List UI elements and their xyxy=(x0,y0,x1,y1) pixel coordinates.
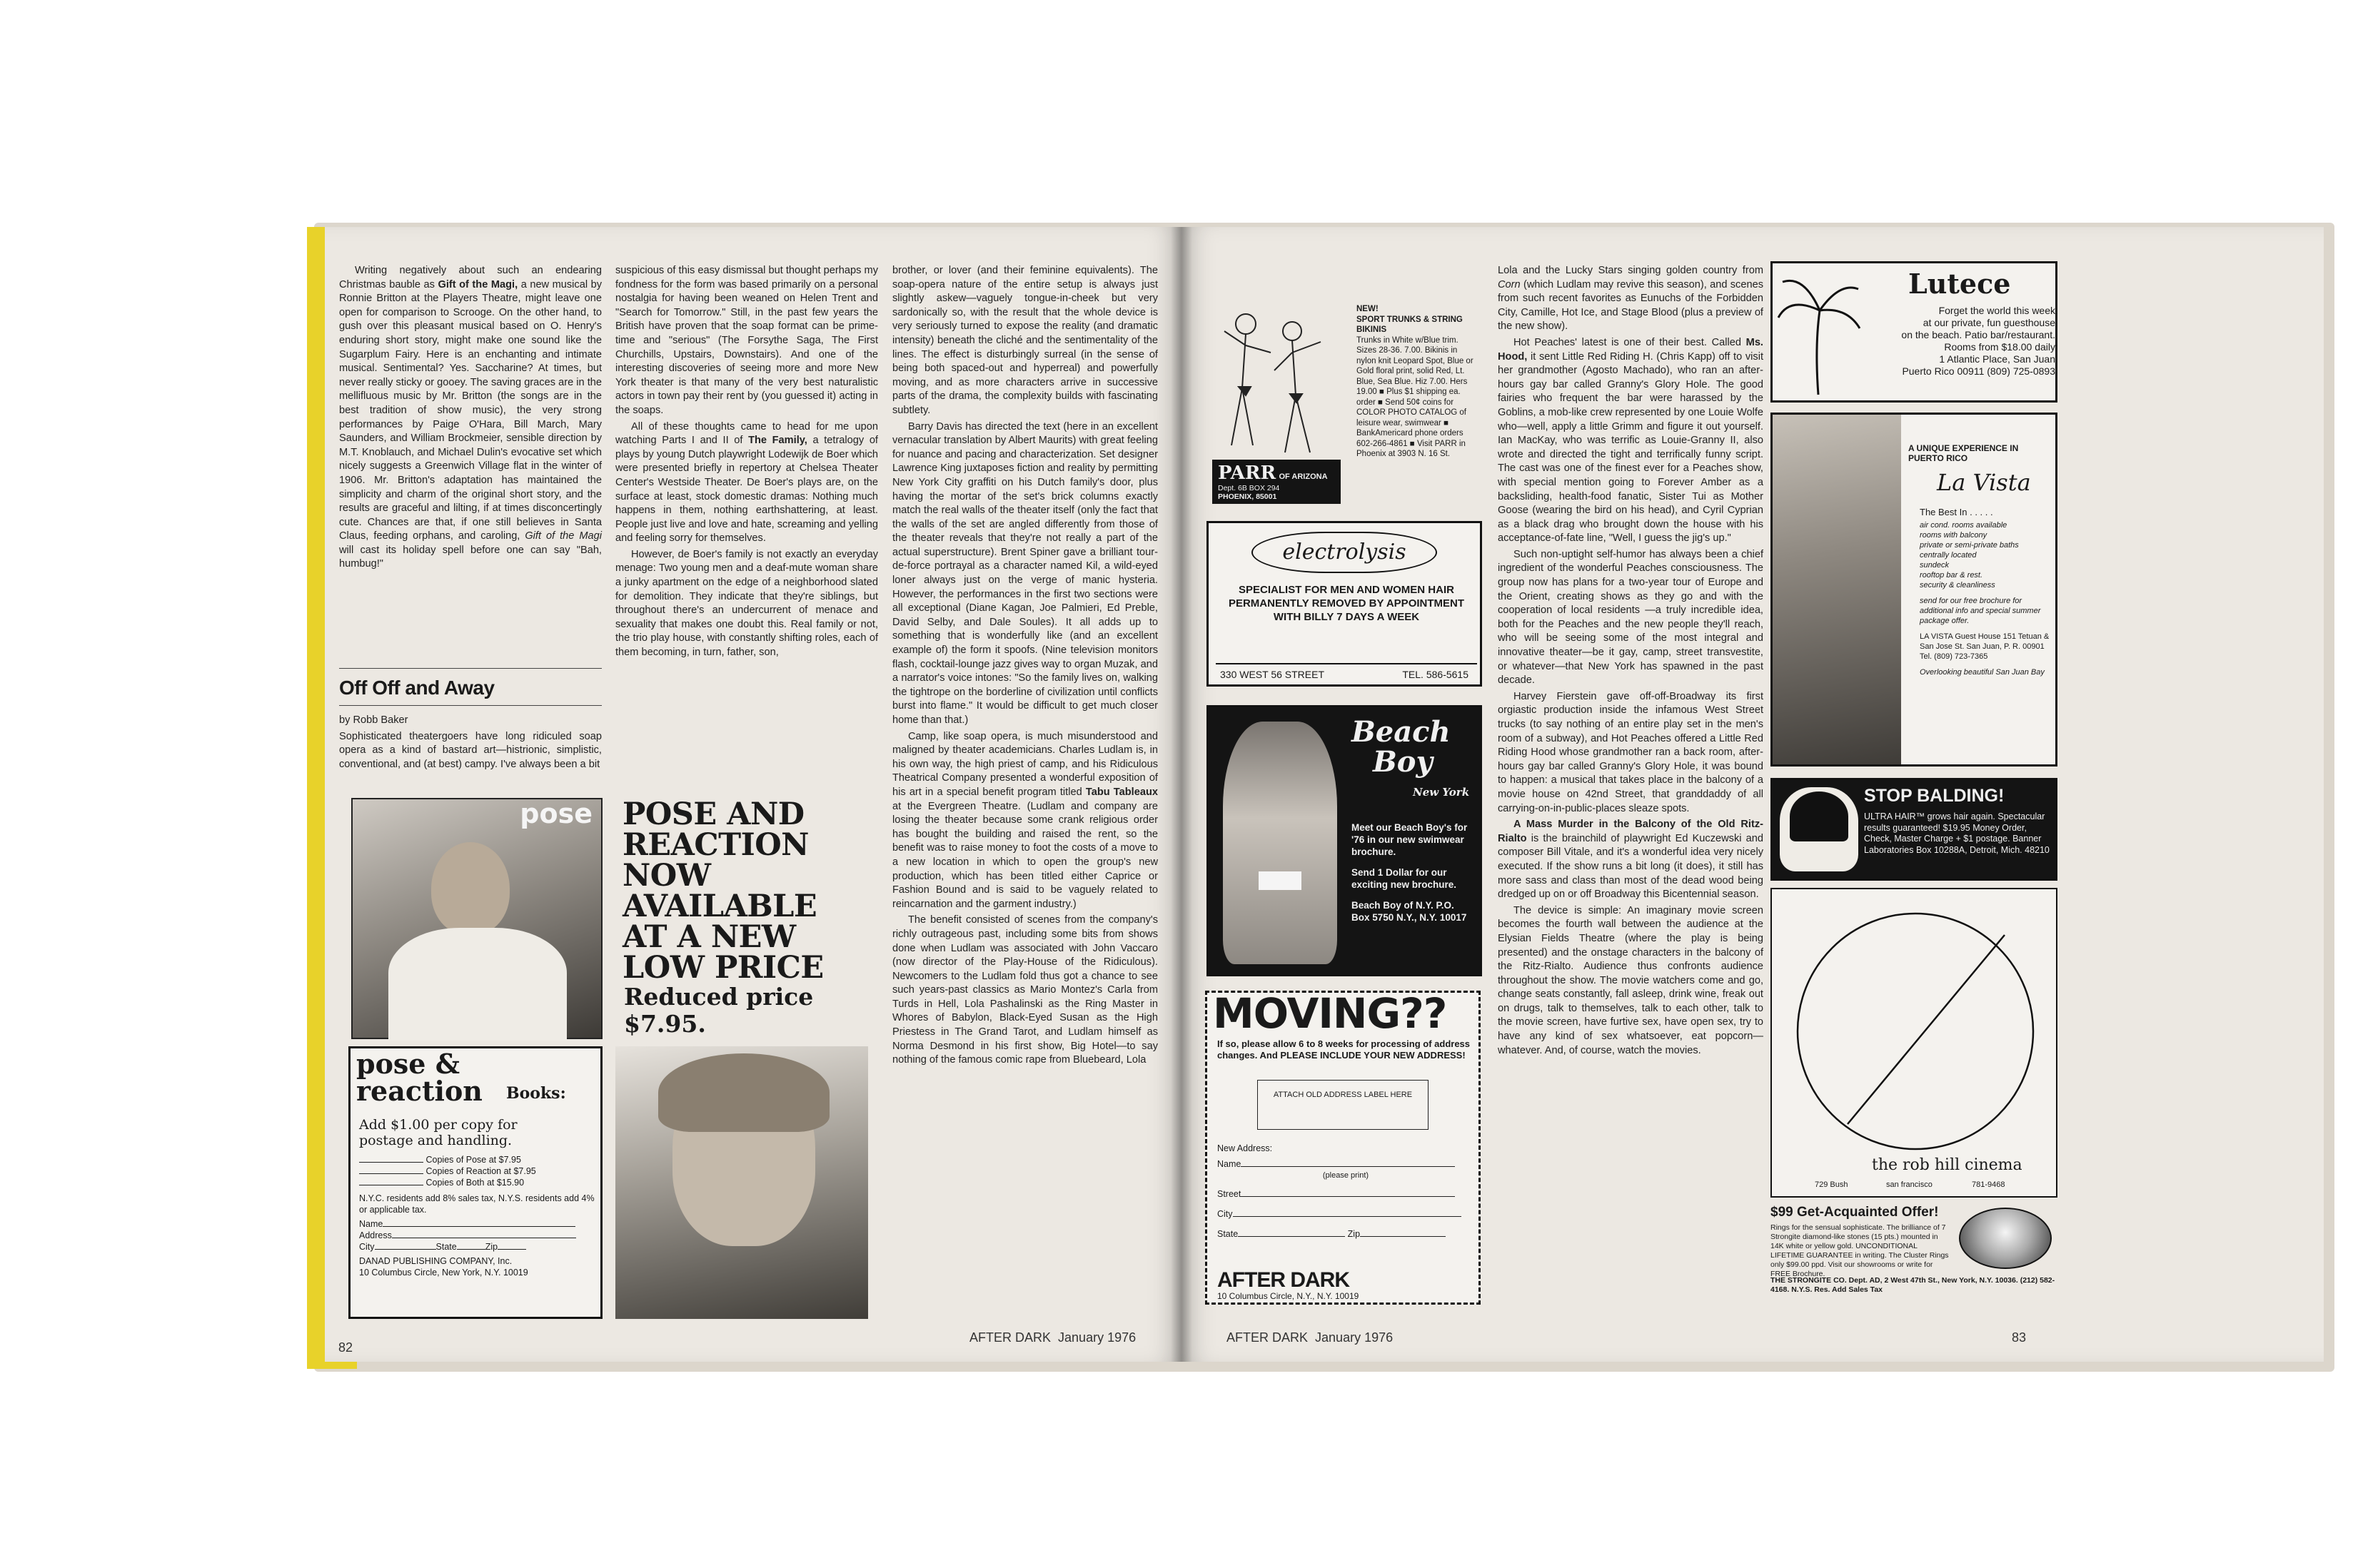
article-column-3 xyxy=(892,264,1158,1070)
paragraph: Hot Peaches' latest is one of their best. Called Ms. Hood, it sent Little Red Riding H. (Chris Kapp) off to visit her grandmother (Agosto Machado), who ran an after-hours gay bar called Granny's Glory Hole. The good fairies who frequent the bar were harassed by the Goblins, a mob-like crew represented by one Louie Wolfe who—well, apply a little Grimm and figure it out yourself. Ian MacKay, who was terrific as Louie-Granny II, also wrote and directed the tight and terrifically funny script. The cast was one of the finest ever for a Peaches show, with special mention going to Forever Amber as a backsliding, health-food fanatic, Sister Tui as Mother Goose (wearing the bird on his head), and Cyril Cyprian as a black drag who brought down the house with his acceptance-of-fate line, "Well, I guess the jig's up." xyxy=(1498,336,1763,545)
divider xyxy=(1216,663,1477,664)
moving-city-field[interactable]: City xyxy=(1217,1208,1474,1220)
electrolysis-logo: electrolysis xyxy=(1251,532,1437,573)
article-column-1 xyxy=(339,264,602,574)
byline: by Robb Baker xyxy=(339,714,408,726)
beach-boy-logo: Beach Boy New York xyxy=(1351,715,1470,799)
la-vista-headline: A UNIQUE EXPERIENCE IN PUERTO RICO xyxy=(1908,443,2019,463)
electrolysis-address: 330 WEST 56 STREET xyxy=(1220,669,1325,680)
cinema-circle-logo xyxy=(1790,906,2040,1156)
strongite-title: $99 Get-Acquainted Offer! xyxy=(1770,1205,1939,1220)
section-rule xyxy=(339,705,602,706)
page-gutter xyxy=(1171,227,1192,1362)
paragraph: Lola and the Lucky Stars singing golden country from Corn (which Ludlam may revive this season), and scenes from such recent favorites as Eunuchs of the Forbidden City, Camille, Hot Ice, and Stage Blood (plus a preview of the new show). xyxy=(1498,265,1763,333)
stop-balding-copy: ULTRA HAIR™ grows hair again. Spectacular results guaranteed! $19.95 Money Order, Check, Master Charge + $1 postage. Banner Laboratories Box 10288A, Detroit, Mich. 48210 xyxy=(1864,811,2050,855)
moving-street-field[interactable]: Street xyxy=(1217,1188,1474,1200)
moving-name-field[interactable]: Name xyxy=(1217,1158,1474,1170)
paragraph: Sophisticated theatergoers have long ridiculed soap opera as a kind of bastard art—histrionic, simplistic, conventional, and (at best) campy. I've always been a bit xyxy=(339,730,602,770)
lutece-guesthouse-ad xyxy=(1770,261,2057,403)
model-photo xyxy=(1223,722,1337,964)
page-number-right: 83 xyxy=(2012,1330,2027,1345)
city-state-zip-field[interactable]: City State Zip xyxy=(359,1241,595,1253)
books-label: Books: xyxy=(506,1084,566,1103)
folio-magazine-left: AFTER DARK January 1976 xyxy=(969,1330,1137,1345)
after-dark-address: 10 Columbus Circle, N.Y., N.Y. 10019 xyxy=(1217,1291,1359,1301)
model-head xyxy=(431,842,510,935)
books-order-form-ad xyxy=(348,1046,603,1319)
strongite-ring-ad xyxy=(1770,1205,2057,1309)
paragraph: Such non-uptight self-humor has always been a chief ingredient of the wonderful Peaches consciousness. The group now has plans for a two-year tour of Europe and the Orient, creating shows as they go and with the cooperation of local residents —a truly incredible idea, both for the Peaches and the new people they'll reach, who will be seeing some of the most integral and innovative theater—be it gay, camp, street transvestite, or whatever—that New York has spawned in the past decade. xyxy=(1498,548,1763,687)
order-line[interactable]: Copies of Pose at $7.95 xyxy=(359,1154,595,1165)
paragraph: However, de Boer's family is not exactly an everyday menage: Two young men and a deaf-mute woman share a junky apartment on the edge of a neighborhood slated for demolition. They indicate that they're siblings, but throughout there's an undercurrent of menace and sexuality that makes one doubt this. Real family or not, the trio play house, with constantly shifting roles, each of them becoming, in turn, father, son, xyxy=(615,548,878,659)
rob-hill-phone: 781-9468 xyxy=(1972,1180,2005,1189)
la-vista-photo xyxy=(1773,415,1901,764)
tax-note: N.Y.C. residents add 8% sales tax, N.Y.S. residents add 4% or applicable tax. xyxy=(359,1193,595,1215)
paragraph: The benefit consisted of scenes from the company's richly outrageous past, including some bits from shows done when Ludlam was associated with John Vaccaro (now director of the Play-House of the Ridiculous). Newcomers to the Ludlam fold thus got a chance to see such years-past classics as Mario Montez's Carla from Turds in Hell, Lola Pashalinski as the Ring Master in Whores of Babylon, Black-Eyed Susan as the High Priestess in The Grand Tarot, and Ludlam himself as Norma Desmond in his first show, Big Hotel—to say nothing of the famous comic rape from Bluebeard, Lola xyxy=(892,914,1158,1066)
moving-title: MOVING?? xyxy=(1213,989,1447,1038)
lutece-copy: Forget the world this week at our private, fun guesthouse on the beach. Patio bar/restaurant. Rooms from $18.00 daily 1 Atlantic Place, San Juan Puerto Rico 00911 (809) 725-0893 xyxy=(1901,305,2055,377)
electrolysis-copy: SPECIALIST FOR MEN AND WOMEN HAIR PERMANENTLY REMOVED BY APPOINTMENT WITH BILLY 7 DAYS A WEEK xyxy=(1228,584,1465,623)
name-field[interactable]: Name xyxy=(359,1218,595,1230)
moving-note: If so, please allow 6 to 8 weeks for processing of address changes. And PLEASE INCLUDE YOUR NEW ADDRESS! xyxy=(1217,1038,1471,1061)
hair-shape xyxy=(1790,791,1848,841)
stop-balding-ad xyxy=(1770,778,2057,881)
paragraph: Harvey Fierstein gave off-off-Broadway its first orgiastic production inside the infamous West Street trucks (to say nothing of an entire play set in the men's room of a subway), and Hot Peaches offered a Little Red Riding Hood whose grandmother ran a back room, after-hours gay bar called Granny's Glory Hole, it was bound to happen: a musical that takes place in the balcony of a movie house on 42nd Street, that granddaddy of all carrying-on-in-public-places sleaze spots. xyxy=(1498,690,1763,814)
ad-headline: POSE AND REACTION NOW AVAILABLE AT A NEW LOW PRICE xyxy=(623,796,824,986)
address-field[interactable]: Address xyxy=(359,1230,595,1241)
portrait-hair xyxy=(658,1053,830,1132)
la-vista-copy: The Best In . . . . . air cond. rooms available rooms with balcony private or semi-private baths centrally located sundeck rooftop bar & rest. security & cleanliness send for our free brochure for additional info and special summer package offer. LA VISTA Guest House 151 Tetuan & San Jose St. San Juan, P. R. 00901 Tel. (809) 723-7365 Overlooking beautiful San Juan Bay xyxy=(1920,507,2050,677)
section-rule xyxy=(339,668,602,669)
palm-tree-illustration xyxy=(1775,268,1861,396)
ad-reduced-price: Reduced price xyxy=(624,983,814,1011)
ring-illustration xyxy=(1959,1208,2052,1269)
la-vista-guesthouse-ad xyxy=(1770,413,2057,767)
rob-hill-address: 729 Bush xyxy=(1815,1180,1848,1189)
swimsuit-figures-illustration xyxy=(1206,303,1342,474)
paragraph: suspicious of this easy dismissal but thought perhaps my fondness for the form was based primarily on a personal nostalgia for having been weaned on Helen Trent and "Search for Tomorrow." Still, in the past few years the British have proven that the soap format can be prime-time and "serious" (The Forsythe Saga, The First Churchills, Upstairs, Downstairs). And one of the interesting discoveries of seeing more and more New York theater is that many of the very best naturalistic actors in town pay their rent by (you guessed it) acting in the soaps. xyxy=(615,265,878,416)
moving-state-zip-field[interactable]: State Zip xyxy=(1217,1228,1474,1240)
paragraph: brother, or lover (and their feminine equivalents). The soap-opera nature of the entire setup is always just slightly askew—vaguely tongue-in-cheek but very sardonically so, with the result that the whole device is very seriously turned to expose the reality (and dramatic intensity) beneath the cliché and the sentimentality of the lines. The effect is disturbingly surreal (in the sense of being both spaced-out and hyperreal) and powerfully moving, and as more characters arrive in successive parts of the drama, the complexity builds with fascinating subtlety. xyxy=(892,265,1158,416)
order-line[interactable]: Copies of Both at $15.90 xyxy=(359,1177,595,1188)
strongite-copy: Rings for the sensual sophisticate. The brilliance of 7 Strongite diamond-like stones (15 pts.) mounted in 14K white or yellow gold. UNCONDITIONAL LIFETIME GUARANTEE in writing. The Cluster Rings only $99.00 ppd. Visit our showrooms or write for FREE Brochure. xyxy=(1770,1223,1949,1278)
moving-address-change-coupon xyxy=(1205,991,1481,1305)
attach-label-box[interactable]: ATTACH OLD ADDRESS LABEL HERE xyxy=(1257,1080,1429,1130)
parr-logo-box: PARR OF ARIZONA Dept. 6B BOX 294 PHOENIX, 85001 xyxy=(1212,460,1341,504)
rob-hill-city: san francisco xyxy=(1886,1180,1933,1189)
page-number-left: 82 xyxy=(338,1340,353,1355)
beach-boy-ad xyxy=(1206,705,1482,976)
stop-balding-title: STOP BALDING! xyxy=(1864,786,2005,806)
pose-reaction-price-ad xyxy=(615,798,868,1041)
after-dark-logo: AFTER DARK xyxy=(1217,1268,1349,1292)
section-heading: Off Off and Away xyxy=(339,677,495,699)
moving-form: New Address: Name (please print) Street City State Zip xyxy=(1217,1143,1474,1240)
pose-logo: pose xyxy=(520,798,593,829)
paragraph: All of these thoughts came to head for me upon watching Parts I and II of The Family, a tetralogy of plays by young Dutch playwright Lodewijk de Boer which were presented briefly in repertory at Chelsea Theater Center's Westside Theater. De Boer's plays are, on the surface at least, stock domestic dramas: Nothing much happens in them, nothing earthshattering, at least. People just live and love and hate, screaming and yelling and feeling sorry for themselves. xyxy=(615,420,878,545)
la-vista-logo: La Vista xyxy=(1937,469,2031,496)
model-swimwear xyxy=(1259,871,1301,890)
article-column-5 xyxy=(1498,264,1763,1060)
strongite-address: THE STRONGITE CO. Dept. AD, 2 West 47th St., New York, N.Y. 10036. (212) 582-4168. N.Y.S. Res. Add Sales Tax xyxy=(1770,1276,2055,1294)
paragraph: Barry Davis has directed the text (here in an excellent vernacular translation by Albert Maurits) with great feeling for nuance and pacing and characterization. Set designer Lawrence King juxtaposes fiction and reality by permitting New York City graffiti on his Dutch family's door, plus having the mortar of the set's brick columns exactly match the real walls of the theater itself (only the fact that the walls of the set are angled differently from those of the theater reveals that they're not really a part of the actual superstructure). Brent Spiner gave a brilliant tour-de-force portrayal as a character named Kil, a wild-eyed loner always just on the verge of manic hysteria. However, the performances in the first two sections were all exceptional (Diane Kagan, Joe Palmieri, Ed Preble, David Selby, and Dale Soules). It all adds up to something that is wonderfully like (and an excellent example of) the form it spoofs. (Nine television monitors flash, cocktail-lounge jazz gives way to organ Muzak, and a narrator's voice intones: "So the family lives on, walking the tightrope on the borderline of civilization until conflicts burst into flame." It would be difficult to get much closer home than that.) xyxy=(892,420,1158,726)
paragraph: Camp, like soap opera, is much misunderstood and maligned by theater academicians. Charles Ludlam is, in his own way, the high priest of camp, and his Ridiculous Theatrical Company presented a wonderful exposition of his art in a special benefit program titled Tabu Tableaux at the Evergreen Theatre. (Ludlam and company are losing the theater because some crank religious order has bought the building and raised the rent, so the benefit was to raise money to foot the costs of a move to a new location in which to open the group's new production, which has been titled either Caprice or Fashion Bound and is said to be vaguely related to reincarnation and the garment industry.) xyxy=(892,730,1158,910)
electrolysis-phone: TEL. 586-5615 xyxy=(1402,669,1468,680)
company-name: DANAD PUBLISHING COMPANY, Inc. xyxy=(359,1256,513,1266)
parr-swimwear-ad xyxy=(1206,288,1481,507)
lutece-logo: Lutece xyxy=(1908,268,2011,300)
model-shirt xyxy=(388,928,567,1041)
ad-price: $7.95. xyxy=(624,1010,706,1038)
parr-copy: NEW! SPORT TRUNKS & STRING BIKINIS Trunks in White w/Blue trim. Sizes 28-36. 7.00. Bikinis in nylon knit Leopard Spot, Blue or Gold floral print, solid Red, Lt. Blue, Sea Blue. Hiz 7.00. Hers 19.00 ■ Plus $1 shipping ea. order ■ Send 50¢ coins for COLOR PHOTO CATALOG of leisure wear, swimwear ■ BankAmericard phone orders 602-266-4861 ■ Visit PARR in Phoenix at 3903 N. 16 St. xyxy=(1356,305,1473,458)
books-lines xyxy=(359,1154,595,1278)
young-man-portrait-photo xyxy=(615,1046,868,1319)
rob-hill-cinema-ad xyxy=(1770,888,2057,1198)
beach-boy-copy: Meet our Beach Boy's for '76 in our new swimwear brochure. Send 1 Dollar for our exciting new brochure. Beach Boy of N.Y. P.O. Box 5750 N.Y., N.Y. 10017 xyxy=(1351,822,1468,923)
order-line[interactable]: Copies of Reaction at $7.95 xyxy=(359,1165,595,1177)
electrolysis-ad xyxy=(1206,521,1482,687)
rob-hill-logo: the rob hill cinema xyxy=(1872,1156,2022,1174)
folio-magazine-right: AFTER DARK January 1976 xyxy=(1226,1330,1394,1345)
books-logo-line2: reaction xyxy=(356,1075,483,1107)
books-postage-note: Add $1.00 per copy for postage and handling. xyxy=(359,1117,518,1148)
article-column-2 xyxy=(615,264,878,662)
article-column-1-cont xyxy=(339,714,602,774)
paragraph: Writing negatively about such an endearing Christmas bauble as Gift of the Magi, a new musical by Ronnie Britton at the Players Theatre, might leave one open for comparison to Scrooge. On the other hand, to gush over this pleasant musical based on O. Henry's enduring short story, might make one sound like the Sugarplum Fairy. Here is an enchanting and intimate musical. Sentimental? Yes. Saccharine? At times, but never really sticky or gooey. The saving graces are in the mellifluous music by Mr. Britton (the songs are in the best tradition of show music), the very strong performances by Paige O'Hara, Bill March, Mary Saunders, and William Brockmeier, sensible direction by M.T. Knoblauch, and Michael Dulin's evocative set which nicely suggests a Greenwich Village flat in the winter of 1906. Mr. Britton's adaptation has maintained the simplicity and charm of the original short story, and the results are graceful and lilting, if at times disconcertingly cute. Chances are that, if one still believes in Santa Claus, feeding orphans, and caroling, Gift of the Magi will cast its holiday spell before one can say "Bah, humbug!" xyxy=(339,265,603,570)
pose-cover-photo xyxy=(351,798,603,1039)
paragraph: The device is simple: An imaginary movie screen becomes the fourth wall between the audience at the Elysian Fields Theatre (where the play is being presented) and the onstage characters in the balcony of the Ritz-Rialto. Audience thus confronts audience throughout the show. The movie watchers come and go, change seats constantly, fall asleep, drink wine, freak out on drugs, talk to themselves, talk to each other, talk to the movie screen, have furtive sex, have open sex, try to have any kind of sex whatsoever, eat popcorn—whatever. And, of course, watch the movies. xyxy=(1498,904,1763,1056)
books-logo-line1: pose & xyxy=(356,1048,460,1080)
paragraph: A Mass Murder in the Balcony of the Old Ritz-Rialto is the brainchild of playwright Ed Kuczewski and composer Bill Vitale, and it's a wonderful idea very nicely executed. If the show runs a bit long (it does), it still has more sass and class than most of the dead wood being dredged up on or off Broadway this Bicentennial season. xyxy=(1498,819,1763,901)
hair-illustration xyxy=(1780,787,1858,871)
company-address: 10 Columbus Circle, New York, N.Y. 10019 xyxy=(359,1268,528,1278)
